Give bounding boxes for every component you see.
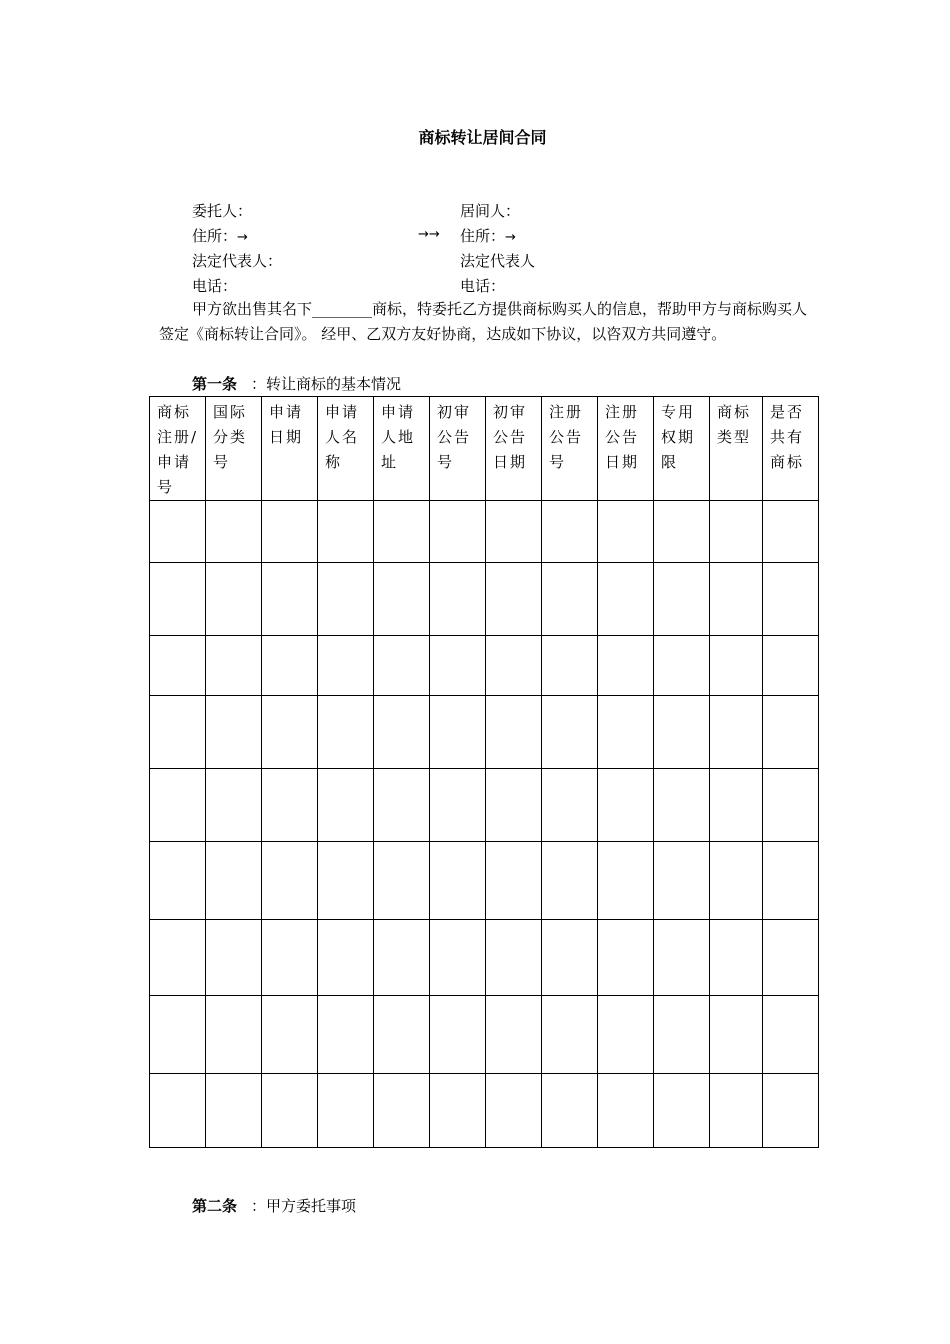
table-cell — [710, 1074, 763, 1148]
table-cell — [262, 842, 318, 920]
table-cell — [598, 696, 654, 769]
table-cell — [430, 696, 486, 769]
article-2 — [192, 1195, 356, 1216]
table-header-row — [150, 397, 819, 501]
col-header: 商标类型 — [710, 397, 763, 501]
table-cell — [262, 769, 318, 842]
table-cell — [486, 696, 542, 769]
table-cell — [486, 842, 542, 920]
arrow-icon: → — [237, 230, 248, 245]
article-2-label: 第二条 — [192, 1197, 238, 1215]
table-cell — [318, 636, 374, 696]
table-cell — [486, 636, 542, 696]
tab-arrows-icon: →→ — [418, 227, 440, 242]
table-cell — [486, 920, 542, 996]
table-cell — [542, 920, 598, 996]
client-address: 住所：→ — [192, 227, 248, 245]
table-cell — [374, 636, 430, 696]
table-cell — [150, 1074, 206, 1148]
table-cell — [710, 996, 763, 1074]
table-row — [150, 636, 819, 696]
table-cell — [430, 769, 486, 842]
table-row — [150, 696, 819, 769]
table-cell — [710, 636, 763, 696]
table-cell — [598, 769, 654, 842]
client-label: 委托人： — [192, 202, 253, 220]
trademark-table — [149, 396, 819, 1148]
table-cell — [262, 696, 318, 769]
col-header: 注册公告号 — [542, 397, 598, 501]
col-header: 初审公告日期 — [486, 397, 542, 501]
table-cell — [542, 1074, 598, 1148]
table-cell — [206, 696, 262, 769]
table-cell — [430, 996, 486, 1074]
table-cell — [486, 563, 542, 636]
col-header: 初审公告号 — [430, 397, 486, 501]
table-cell — [262, 636, 318, 696]
table-cell — [430, 842, 486, 920]
broker-representative: 法定代表人 — [460, 252, 536, 270]
table-cell — [542, 696, 598, 769]
table-row — [150, 920, 819, 996]
table-cell — [206, 501, 262, 563]
table-cell — [486, 501, 542, 563]
table-cell — [763, 920, 819, 996]
table-cell — [318, 563, 374, 636]
table-cell — [374, 501, 430, 563]
client-phone: 电话： — [192, 277, 238, 295]
table-cell — [262, 1074, 318, 1148]
table-cell — [150, 996, 206, 1074]
table-cell — [318, 696, 374, 769]
table-cell — [542, 501, 598, 563]
table-cell — [598, 636, 654, 696]
table-cell — [150, 842, 206, 920]
table-cell — [598, 563, 654, 636]
table-cell — [206, 1074, 262, 1148]
article-2-text: ：甲方委托事项 — [251, 1197, 357, 1215]
article-1 — [192, 373, 401, 394]
table-cell — [206, 842, 262, 920]
table-cell — [710, 920, 763, 996]
table-cell — [654, 696, 710, 769]
table-cell — [150, 696, 206, 769]
col-header: 申请日期 — [262, 397, 318, 501]
table-cell — [206, 636, 262, 696]
col-header: 注册公告日期 — [598, 397, 654, 501]
table-cell — [374, 769, 430, 842]
col-header: 商标注册/申请号 — [150, 397, 206, 501]
table-cell — [763, 842, 819, 920]
table-cell — [486, 1074, 542, 1148]
table-cell — [542, 996, 598, 1074]
table-cell — [318, 769, 374, 842]
table-cell — [763, 636, 819, 696]
broker-phone: 电话： — [460, 277, 506, 295]
broker-address: 住所：→ — [460, 227, 516, 245]
table-cell — [542, 842, 598, 920]
broker-label: 居间人： — [460, 202, 521, 220]
table-cell — [262, 563, 318, 636]
table-cell — [374, 996, 430, 1074]
col-header: 专用权期限 — [654, 397, 710, 501]
table-cell — [262, 501, 318, 563]
table-cell — [430, 501, 486, 563]
table-cell — [710, 769, 763, 842]
table-row — [150, 996, 819, 1074]
table-cell — [430, 1074, 486, 1148]
table-cell — [150, 501, 206, 563]
table-row — [150, 563, 819, 636]
table-cell — [654, 563, 710, 636]
table-cell — [206, 563, 262, 636]
table-cell — [654, 842, 710, 920]
table-cell — [763, 769, 819, 842]
article-1-text: ：转让商标的基本情况 — [251, 375, 402, 393]
col-header: 是否共有商标 — [763, 397, 819, 501]
table-row — [150, 769, 819, 842]
table-cell — [542, 563, 598, 636]
table-cell — [206, 996, 262, 1074]
table-cell — [150, 563, 206, 636]
table-row — [150, 1074, 819, 1148]
document-title: 商标转让居间合同 — [418, 128, 547, 147]
table-cell — [763, 563, 819, 636]
table-cell — [654, 1074, 710, 1148]
table-cell — [486, 996, 542, 1074]
table-cell — [598, 842, 654, 920]
table-cell — [318, 920, 374, 996]
table-cell — [598, 996, 654, 1074]
table-cell — [763, 1074, 819, 1148]
table-cell — [374, 563, 430, 636]
table-cell — [374, 920, 430, 996]
table-row — [150, 842, 819, 920]
client-representative: 法定代表人： — [192, 252, 283, 270]
table-row — [150, 501, 819, 563]
table-cell — [374, 1074, 430, 1148]
table-cell — [486, 769, 542, 842]
table-cell — [763, 696, 819, 769]
table-cell — [150, 920, 206, 996]
intro-paragraph: 甲方欲出售其名下________商标，特委托乙方提供商标购买人的信息，帮助甲方与商标购买人签定《商标转让合同》。 经甲、乙双方友好协商，达成如下协议，以咨双方共同遵守。 — [159, 300, 808, 343]
col-header: 申请人地址 — [374, 397, 430, 501]
col-header: 申请人名称 — [318, 397, 374, 501]
table-cell — [430, 636, 486, 696]
table-cell — [654, 501, 710, 563]
table-cell — [430, 920, 486, 996]
col-header: 国际分类号 — [206, 397, 262, 501]
table-cell — [262, 996, 318, 1074]
table-cell — [710, 563, 763, 636]
table-cell — [710, 696, 763, 769]
table-cell — [598, 1074, 654, 1148]
table-cell — [150, 636, 206, 696]
table-cell — [430, 563, 486, 636]
table-cell — [763, 996, 819, 1074]
table-cell — [374, 696, 430, 769]
table-cell — [710, 501, 763, 563]
table-cell — [542, 769, 598, 842]
table-cell — [598, 920, 654, 996]
table-cell — [318, 842, 374, 920]
arrow-icon: → — [505, 230, 516, 245]
table-cell — [262, 920, 318, 996]
table-cell — [318, 996, 374, 1074]
table-cell — [542, 636, 598, 696]
article-1-label: 第一条 — [192, 375, 238, 393]
table-cell — [763, 501, 819, 563]
table-cell — [150, 769, 206, 842]
table-cell — [318, 501, 374, 563]
table-cell — [206, 920, 262, 996]
table-cell — [318, 1074, 374, 1148]
table-cell — [374, 842, 430, 920]
table-cell — [654, 769, 710, 842]
table-cell — [710, 842, 763, 920]
table-cell — [654, 996, 710, 1074]
table-cell — [654, 920, 710, 996]
table-cell — [598, 501, 654, 563]
table-cell — [654, 636, 710, 696]
table-cell — [206, 769, 262, 842]
